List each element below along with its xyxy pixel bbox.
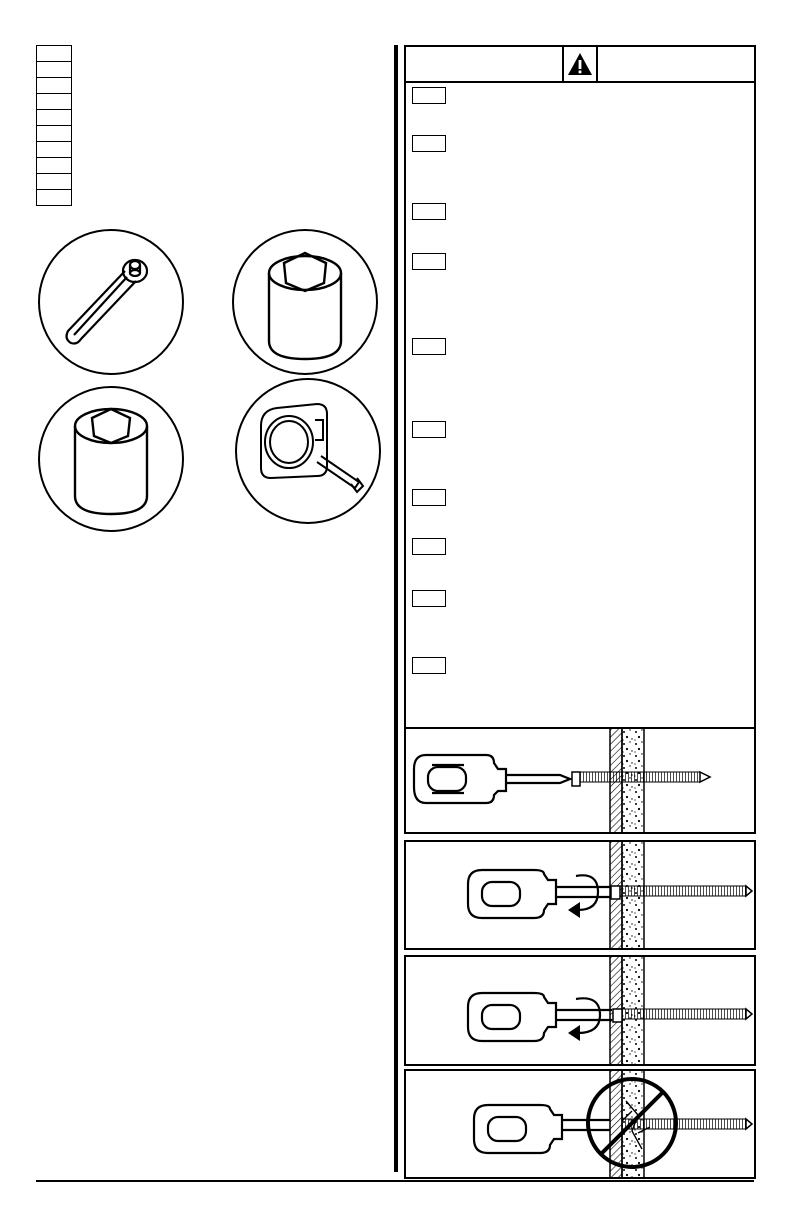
warning-step-box bbox=[412, 203, 446, 220]
warning-icon-cell bbox=[562, 47, 598, 81]
warning-panel bbox=[404, 45, 756, 729]
parts-list-row bbox=[36, 173, 72, 189]
tape-measure-icon bbox=[235, 378, 381, 524]
ratchet-wrench-icon bbox=[38, 229, 184, 375]
parts-list-row bbox=[36, 157, 72, 173]
parts-list-row bbox=[36, 125, 72, 141]
parts-list-row bbox=[36, 61, 72, 77]
screw-tightening-diagram bbox=[404, 840, 756, 950]
warning-step-box bbox=[412, 338, 446, 355]
warning-step-box bbox=[412, 590, 446, 607]
parts-list-row bbox=[36, 141, 72, 157]
warning-step-box bbox=[412, 538, 446, 555]
parts-list bbox=[36, 45, 72, 206]
warning-header bbox=[406, 47, 754, 83]
warning-triangle-icon bbox=[564, 47, 596, 81]
screw-insertion-diagram bbox=[404, 727, 756, 834]
parts-list-row bbox=[36, 93, 72, 109]
warning-step-box bbox=[412, 657, 446, 674]
parts-list-row bbox=[36, 77, 72, 93]
warning-step-box bbox=[412, 421, 446, 438]
warning-step-box bbox=[412, 87, 446, 104]
screw-seated-diagram bbox=[404, 955, 756, 1066]
warning-step-box bbox=[412, 253, 446, 270]
overtightening-prohibited-diagram bbox=[404, 1069, 756, 1179]
parts-list-row bbox=[36, 45, 72, 61]
parts-list-row bbox=[36, 189, 72, 206]
column-divider bbox=[394, 45, 398, 1172]
parts-list-row bbox=[36, 109, 72, 125]
small-socket-icon bbox=[38, 386, 184, 532]
large-socket-icon bbox=[232, 229, 378, 375]
warning-step-box bbox=[412, 489, 446, 506]
warning-step-box bbox=[412, 135, 446, 152]
footer-rule bbox=[36, 1180, 754, 1182]
